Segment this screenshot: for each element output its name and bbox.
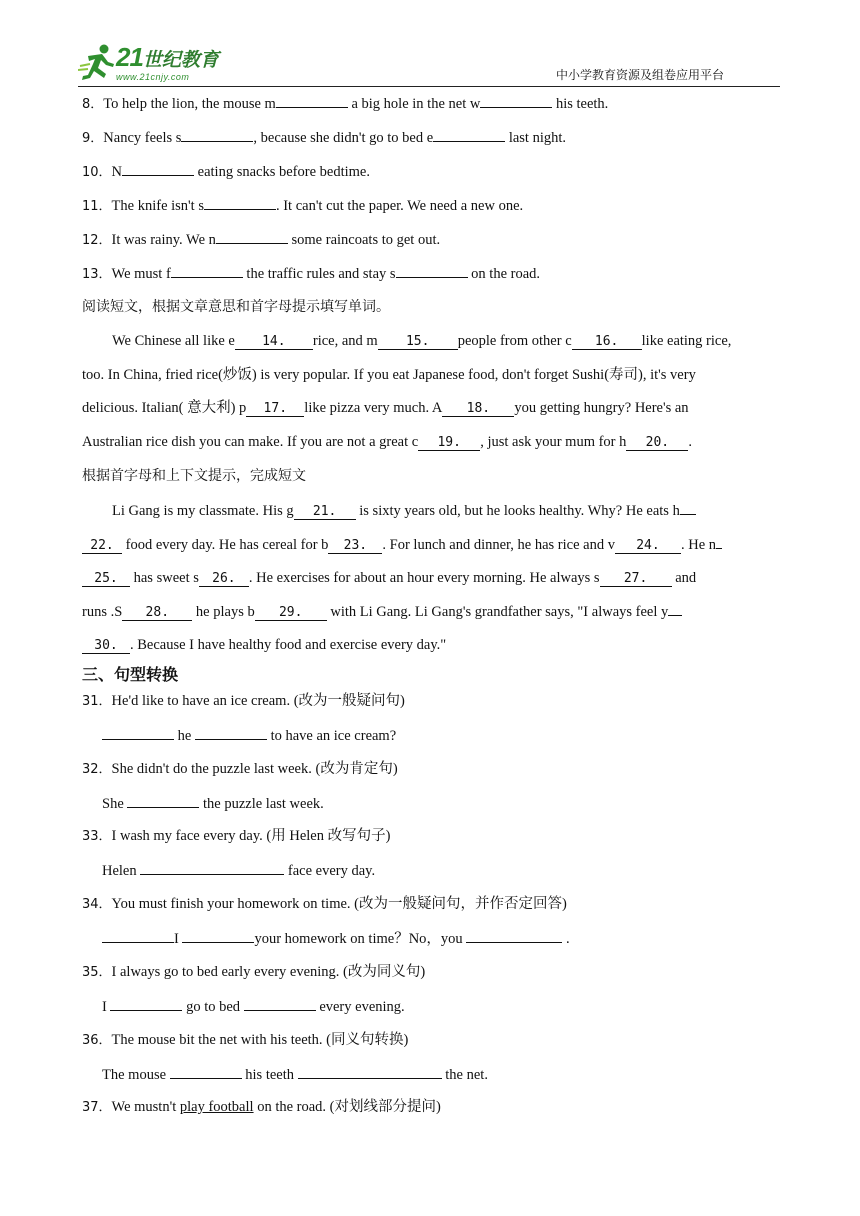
blank-18[interactable]: 18. [442, 401, 514, 417]
answer-36: The mouse his teeth the net. [102, 1064, 488, 1085]
blank-30-start[interactable] [668, 601, 682, 616]
answer-34: I your homework on time？No，you . [102, 928, 570, 949]
blank[interactable] [181, 127, 253, 142]
question-13: 13．We must f the traffic rules and stay s on the road. [82, 263, 540, 285]
blank-23[interactable]: 23. [328, 538, 382, 554]
underlined-part: play football [179, 1099, 254, 1115]
passage2-line2: 22. food every day. He has cereal for b 23. . For lunch and dinner, he has rice and v 24. . He n [82, 534, 722, 555]
blank-21[interactable]: 21. [294, 504, 356, 520]
blank[interactable] [244, 996, 316, 1011]
blank[interactable] [433, 127, 505, 142]
question-8: 8．To help the lion, the mouse m a big hole in the net w his teeth. [82, 93, 608, 115]
question-31: 31．He'd like to have an ice cream. (改为一般疑问句) [82, 693, 405, 709]
blank-22[interactable]: 22. [82, 538, 122, 554]
question-12: 12．It was rainy. We n some raincoats to get out. [82, 229, 440, 251]
section-title-3: 三、句型转换 [82, 665, 179, 684]
blank[interactable] [110, 996, 182, 1011]
blank[interactable] [102, 725, 174, 740]
blank-20[interactable]: 20. [626, 435, 688, 451]
passage1-line2: too. In China, fried rice(炒饭) is very popular. If you eat Japanese food, don't forget Sushi(寿司), it's very [82, 367, 696, 383]
question-37: 37．We mustn't play football on the road. (对划线部分提问) [82, 1099, 441, 1115]
blank-22-start[interactable] [680, 500, 696, 515]
blank-27[interactable]: 27. [600, 571, 672, 587]
answer-35: I go to bed every evening. [102, 996, 405, 1017]
blank[interactable] [480, 93, 552, 108]
blank[interactable] [140, 860, 284, 875]
blank-30[interactable]: 30. [82, 638, 130, 654]
blank-25[interactable]: 25. [82, 571, 130, 587]
blank[interactable] [204, 195, 276, 210]
question-36: 36．The mouse bit the net with his teeth. (同义句转换) [82, 1032, 409, 1048]
question-10: 10．N eating snacks before bedtime. [82, 161, 370, 183]
question-34: 34．You must finish your homework on time. (改为一般疑问句，并作否定回答) [82, 896, 567, 912]
blank-25-start[interactable] [716, 534, 722, 549]
blank-26[interactable]: 26. [199, 571, 249, 587]
blank[interactable] [298, 1064, 442, 1079]
blank[interactable] [216, 229, 288, 244]
logo [78, 40, 248, 84]
blank[interactable] [122, 161, 194, 176]
blank-14[interactable]: 14. [235, 334, 313, 350]
passage1-line3: delicious. Italian( 意大利) p 17. like pizza very much. A 18. you getting hungry? Here's an [82, 400, 689, 416]
blank[interactable] [182, 928, 254, 943]
question-11: 11．The knife isn't s . It can't cut the paper. We need a new one. [82, 195, 523, 217]
page-header [78, 40, 780, 87]
blank[interactable] [195, 725, 267, 740]
passage2-line5: 30. . Because I have healthy food and exercise every day." [82, 635, 446, 655]
blank[interactable] [466, 928, 562, 943]
blank[interactable] [276, 93, 348, 108]
passage2-line4: runs .S 28. he plays b 29. with Li Gang. Li Gang's grandfather says, "I always feel y [82, 601, 682, 622]
blank-28[interactable]: 28. [122, 605, 192, 621]
logo-text: 21世纪教育 [116, 42, 219, 72]
blank[interactable] [102, 928, 174, 943]
runner-logo-icon [78, 42, 118, 82]
answer-32: She the puzzle last week. [102, 793, 324, 814]
blank-24[interactable]: 24. [615, 538, 681, 554]
question-33: 33．I wash my face every day. (用 Helen 改写句子) [82, 828, 391, 844]
blank[interactable] [170, 1064, 242, 1079]
blank[interactable] [396, 263, 468, 278]
passage2-line1: Li Gang is my classmate. His g 21. is sixty years old, but he looks healthy. Why? He eats h [112, 500, 696, 521]
blank-19[interactable]: 19. [418, 435, 480, 451]
question-35: 35．I always go to bed early every evening. (改为同义句) [82, 964, 426, 980]
logo-url: www.21cnjy.com [116, 72, 190, 82]
header-platform-text: 中小学教育资源及组卷应用平台 [555, 68, 724, 82]
passage1-line4: Australian rice dish you can make. If you are not a great c 19. , just ask your mum for h 20. . [82, 434, 693, 450]
instruction-passage2: 根据首字母和上下文提示，完成短文 [82, 468, 306, 484]
blank-15[interactable]: 15. [378, 334, 458, 350]
instruction-reading: 阅读短文，根据文章意思和首字母提示填写单词。 [82, 299, 390, 315]
blank[interactable] [171, 263, 243, 278]
blank[interactable] [127, 793, 199, 808]
blank-29[interactable]: 29. [255, 605, 327, 621]
blank-16[interactable]: 16. [572, 334, 642, 350]
answer-33: Helen face every day. [102, 860, 375, 881]
passage2-line3: 25. has sweet s 26. . He exercises for about an hour every morning. He always s 27. and [82, 568, 696, 588]
blank-17[interactable]: 17. [246, 401, 304, 417]
question-32: 32．She didn't do the puzzle last week. (改为肯定句) [82, 761, 398, 777]
question-9: 9．Nancy feels s , because she didn't go to bed e last night. [82, 127, 566, 149]
answer-31: he to have an ice cream? [102, 725, 396, 746]
passage1-line1: We Chinese all like e 14. rice, and m 15. people from other c 16. like eating rice, [112, 333, 732, 349]
